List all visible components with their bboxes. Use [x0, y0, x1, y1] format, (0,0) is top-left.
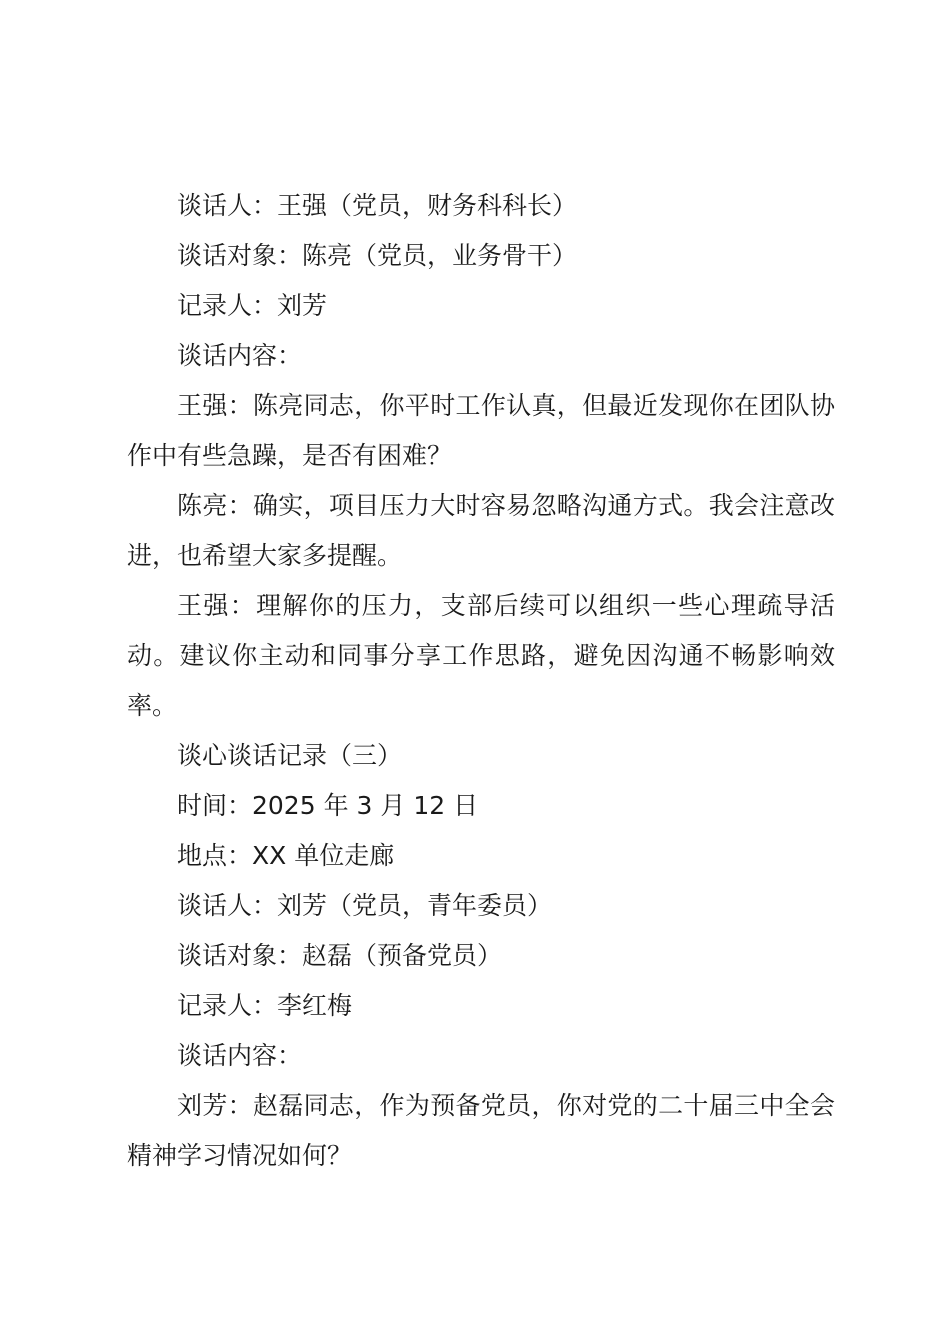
content-label: 谈话内容：	[177, 1041, 303, 1070]
dialogue-paragraph: 王强：陈亮同志，你平时工作认真，但最近发现你在团队协作中有些急躁，是否有困难？	[127, 391, 835, 470]
dialogue-paragraph: 陈亮：确实，项目压力大时容易忽略沟通方式。我会注意改进，也希望大家多提醒。	[127, 491, 835, 570]
content-label: 谈话内容：	[177, 341, 303, 370]
section-heading: 谈心谈话记录（三）	[177, 741, 403, 770]
time-line: 时间：2025 年 3 月 12 日	[177, 791, 479, 820]
recorder-line: 记录人：刘芳	[177, 291, 328, 320]
document-body	[127, 181, 835, 1181]
dialogue-paragraph: 刘芳：赵磊同志，作为预备党员，你对党的二十届三中全会精神学习情况如何？	[127, 1091, 835, 1170]
interviewer-line: 谈话人：刘芳（党员，青年委员）	[177, 891, 553, 920]
interviewer-line: 谈话人：王强（党员，财务科科长）	[177, 191, 578, 220]
recorder-line: 记录人：李红梅	[177, 991, 353, 1020]
location-line: 地点：XX 单位走廊	[177, 841, 395, 870]
interviewee-line: 谈话对象：赵磊（预备党员）	[177, 941, 503, 970]
interviewee-line: 谈话对象：陈亮（党员，业务骨干）	[177, 241, 578, 270]
dialogue-paragraph: 王强：理解你的压力，支部后续可以组织一些心理疏导活动。建议你主动和同事分享工作思路，避免因沟通不畅影响效率。	[127, 591, 835, 720]
